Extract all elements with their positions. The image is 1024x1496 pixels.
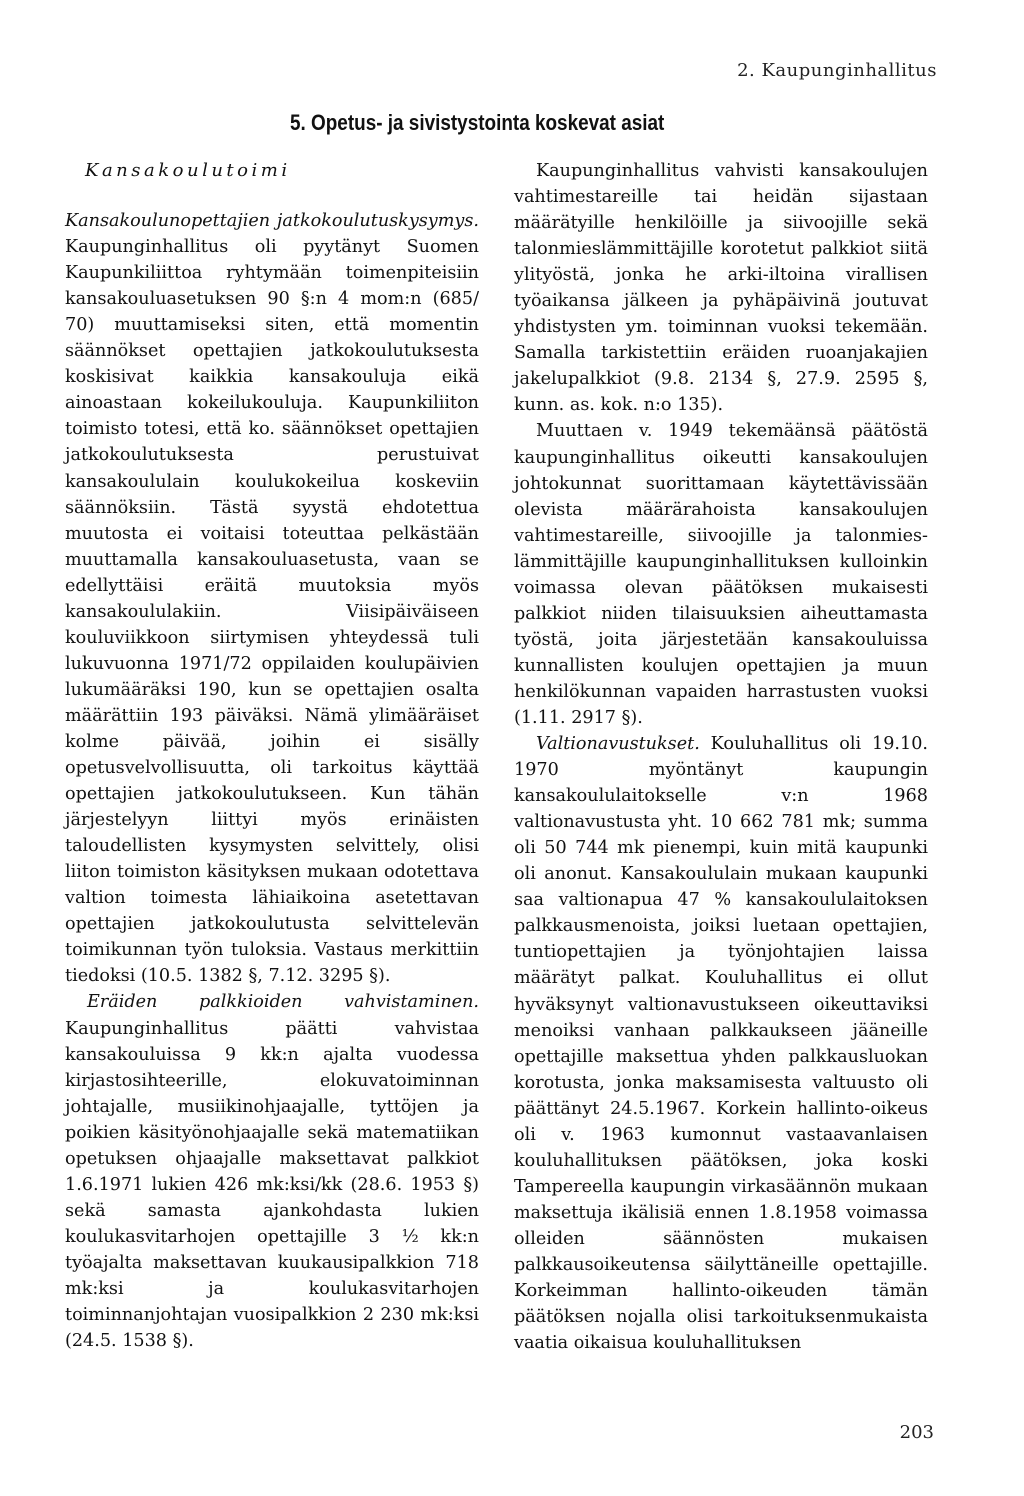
paragraph-valtionavustukset bbox=[514, 731, 928, 1356]
subsection-heading: Kansakoulutoimi bbox=[85, 160, 291, 181]
paragraph-lead: Valtionavustukset. bbox=[536, 734, 700, 755]
page-number: 203 bbox=[899, 1422, 934, 1443]
paragraph-jatkokoulutus bbox=[65, 208, 479, 989]
paragraph-text: Kaupunginhallitus päätti vahvistaa kansakouluissa 9 kk:n ajalta vuodessa kirjastosihteerille, elokuvatoiminnan johtajalle, musiikinohjaajalle, tyttöjen ja poikien käsityönohjaajalle sekä matematiikan opetuksen ohjaajalle maksettavat palkkiot 1.6.1971 lukien 426 mk:ksi/kk (28.6. 1953 §) sekä samasta ajankohdasta lukien koulukasvitarhojen opettajille 3 ½ kk:n työajalta maksettavan kuukausipalkkion 718 mk:ksi ja koulukasvitarhojen toiminnanjohtajan vuosipalkkion 2 230 mk:ksi (24.5. 1538 §). bbox=[65, 1018, 479, 1352]
left-column bbox=[65, 158, 479, 1354]
paragraph-palkkiot bbox=[65, 989, 479, 1354]
paragraph-vahtimestarit: Kaupunginhallitus vahvisti kansakoulujen vahtimestareille tai heidän sijastaan määrätyille henkilöille ja siivoojille sekä talonmieslämmittäjille korotetut palkkiot siitä ylityöstä, jonka he arki-iltoina virallisen työaikansa jälkeen ja pyhäpäivinä joutuvat yhdistysten ym. toiminnan vuoksi tekemään. Samalla tarkistettiin eräiden ruoanjakajien jakelupalkkiot (9.8. 2134 §, 27.9. 2595 §, kunn. as. kok. n:o 135). bbox=[514, 161, 928, 416]
right-column bbox=[514, 158, 928, 1356]
running-head: 2. Kaupunginhallitus bbox=[737, 60, 937, 81]
paragraph-lead: Eräiden palkkioiden vahvistaminen. bbox=[87, 992, 479, 1013]
paragraph-text: Kouluhallitus oli 19.10. 1970 myöntänyt kaupungin kansakoululaitokselle v:n 1968 valtionavustusta yht. 10 662 781 mk; summa oli 50 744 mk pienempi, kuin mitä kaupunki oli anonut. Kansakoululain mukaan kaupunki saa valtionapua 47 % kansakoululaitoksen palkkausmenoista, joiksi luetaan opettajien, tuntiopettajien ja työnjohtajien laissa määrätyt palkat. Kouluhallitus ei ollut hyväksynyt valtionavustukseen oikeuttaviksi menoiksi vanhaan palkkaukseen jääneille opettajille maksettua yhden palkkausluokan korotusta, jonka maksamisesta valtuusto oli päättänyt 24.5.1967. Korkein hallinto-oikeus oli v. 1963 kumonnut vastaavanlaisen kouluhallituksen päätöksen, joka koski Tampereella kaupungin virkasäännön mukaan maksettuja ikälisiä ennen 1.8.1958 voimassa olleiden säännösten mukaisen palkkausoikeutensa säilyttäneille opettajille. Korkeimman hallinto-oikeuden tämän päätöksen nojalla olisi tarkoituksenmukaista vaatia oikaisua kouluhallituksen bbox=[514, 734, 928, 1354]
paragraph-lead: Kansakoulunopettajien jatkokoulutuskysymys. bbox=[65, 211, 479, 232]
paragraph-text: Kaupunginhallitus oli pyytänyt Suomen Kaupunkiliittoa ryhtymään toimenpiteisiin kansakouluasetuksen 90 §:n 4 mom:n (685/ 70) muuttamiseksi siten, että momentin säännökset opettajien jatkokoulutuksesta koskisivat kaikkia kansakouluja eikä ainoastaan kokeilukouluja. Kaupunkiliiton toimisto totesi, että ko. säännökset opettajien jatkokoulutuksesta perustuivat kansakoululain koulukokeilua koskeviin säännöksiin. Tästä syystä ehdotettua muutosta ei voitaisi toteuttaa pelkästään muuttamalla kansakouluasetusta, vaan se edellyttäisi eräitä muutoksia myös kansakoululakiin. Viisipäiväiseen kouluviikkoon siirtymisen yhteydessä tuli lukuvuonna 1971/72 oppilaiden koulupäivien lukumääräksi 190, kun se opettajien osalta määrättiin 193 päiväksi. Nämä ylimääräiset kolme päivää, joihin ei sisälly opetusvelvollisuutta, oli tarkoitus käyttää opettajien jatkokoulutukseen. Kun tähän järjestelyyn liittyi myös erinäisten taloudellisten kysymysten selvittely, olisi liiton toimiston käsityksen mukaan odotettava valtion toimesta lähiaikoina asetettavan opettajien jatkokoulutusta selvittelevän toimikunnan työn tuloksia. Vastaus merkittiin tiedoksi (10.5. 1382 §, 7.12. 3295 §). bbox=[65, 237, 479, 987]
section-title: 5. Opetus- ja sivistystointa koskevat asiat bbox=[290, 110, 665, 135]
paragraph-muuttaen: Muuttaen v. 1949 tekemäänsä päätöstä kaupunginhallitus oikeutti kansakoulujen johtokunnat suorittamaan käytettävissään olevista määrärahoista kansakoulujen vahtimestareille, siivoojille ja talonmies-lämmittäjille kaupunginhallituksen kulloinkin voimassa olevan päätöksen mukaisesti palkkiot niiden tilaisuuksien aiheuttamasta työstä, joita järjestetään kansakouluissa kunnallisten koulujen opettajien ja muun henkilökunnan vapaiden harrastusten vuoksi (1.11. 2917 §). bbox=[514, 421, 928, 728]
